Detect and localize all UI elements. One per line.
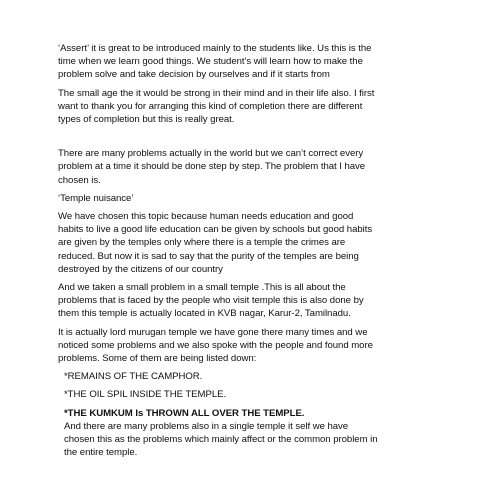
paragraph-conclusion: And there are many problems also in a single temple it self we have chosen this as the problems which mainly affect or the common problem in the entire temple. xyxy=(64,420,378,459)
list-item: *THE KUMKUM Is THROWN ALL OVER THE TEMPLE. xyxy=(64,407,305,419)
paragraph-observations: It is actually lord murugan temple we have gone there many times and we noticed some problems and we also spoke with the people and found more problems. Some of them are being listed down: xyxy=(58,326,373,365)
list-item: *THE OIL SPIL INSIDE THE TEMPLE. xyxy=(64,389,227,401)
document-page xyxy=(58,42,468,459)
paragraph-problems: There are many problems actually in the world but we can’t correct every problem at a time it should be done step by step. The problem that I have chosen is. xyxy=(58,148,366,186)
paragraph-reason: We have chosen this topic because human needs education and good habits to live a good life education can be given by schools but good habits are given by the temples only where there is a temple the crimes are reduced. But now it is sad to say that the purity of the temples are being destroyed by the citizens of our country xyxy=(58,211,373,275)
paragraph-topic-title: ‘Temple nuisance’ xyxy=(58,192,134,204)
list-item: *REMAINS OF THE CAMPHOR. xyxy=(64,371,203,383)
paragraph-thanks: The small age the it would be strong in their mind and in their life also. I first want to thank you for arranging this kind of completion there are different types of completion but this is really great. xyxy=(58,87,375,126)
paragraph-location: And we taken a small problem in a small temple .This is all about the problems that is faced by the people who visit temple this is also done by them this temple is actually located in KVB nagar, Karur-2, Tamilnadu. xyxy=(58,282,364,320)
paragraph-intro: ‘Assert’ it is great to be introduced mainly to the students like. Us this is the time when we learn good things. We student’s will learn how to make the problem solve and take decision by ourselves and if it starts from xyxy=(58,43,372,81)
